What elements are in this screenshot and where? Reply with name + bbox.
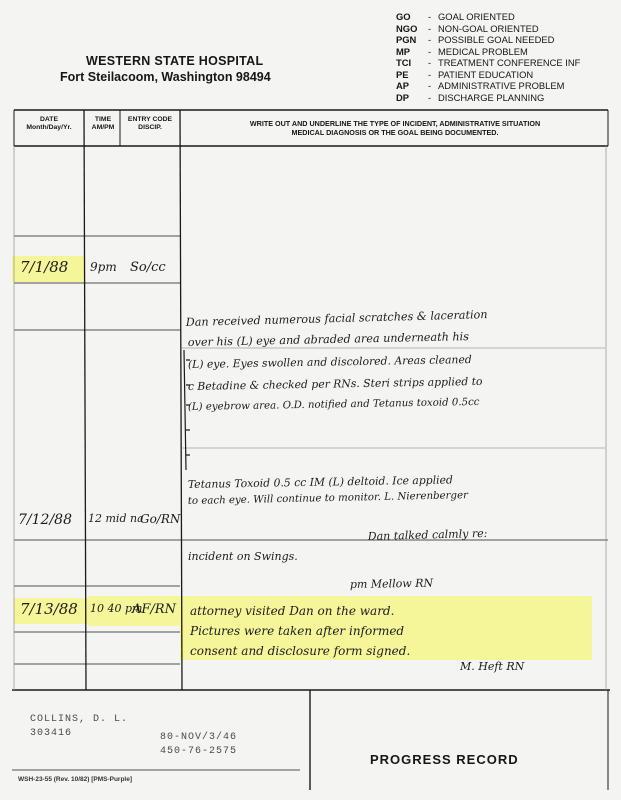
legend-item: PE - PATIENT EDUCATION	[396, 68, 534, 80]
entry-date: 7/1/88	[20, 258, 69, 276]
legend-item: GO - GOAL ORIENTED	[396, 11, 515, 22]
note-line: Dan talked calmly re:	[367, 526, 488, 543]
entry-date: 7/13/88	[20, 600, 78, 618]
note-line: (L) eye. Eyes swollen and discolored. Areas cleaned	[187, 353, 472, 371]
entry-code: Go/RN	[140, 512, 181, 526]
legend-item: DP - DISCHARGE PLANNING	[396, 91, 545, 103]
entry-code: AF/RN	[132, 602, 176, 617]
patient-number-stamp: 303416	[30, 728, 73, 739]
note-line: (L) eyebrow area. O.D. notified and Tetanus toxoid 0.5cc	[187, 396, 480, 413]
legend-item: TCI - TREATMENT CONFERENCE INF	[396, 57, 581, 68]
note-line: c Betadine & checked per RNs. Steri strips applied to	[187, 374, 483, 393]
legend-item: AP - ADMINISTRATIVE PROBLEM	[396, 80, 565, 91]
note-line: over his (L) eye and abraded area underneath his	[187, 330, 470, 349]
nurse-signature: pm Mellow RN	[349, 576, 434, 591]
patient-ssn-stamp: 450-76-2575	[160, 746, 238, 757]
note-line: consent and disclosure form signed.	[190, 644, 411, 658]
entry-time: 12 mid na	[88, 512, 144, 525]
entry-time: 9pm	[90, 260, 117, 274]
entry-code: So/cc	[130, 260, 166, 275]
nurse-signature: M. Heft RN	[460, 660, 525, 673]
entry-code-legend	[396, 11, 580, 103]
form-title: PROGRESS RECORD	[370, 752, 519, 767]
column-header-date: DATE Month/Day/Yr.	[26, 116, 72, 131]
note-line: incident on Swings.	[188, 550, 298, 563]
form-number: WSH-23-55 (Rev. 10/82) [PMS-Purple]	[18, 776, 133, 783]
column-header-entry-code: ENTRY CODE DISCIP.	[127, 116, 173, 131]
note-line: Tetanus Toxoid 0.5 cc IM (L) deltoid. Ice applied	[187, 473, 453, 491]
column-header-instructions: WRITE OUT AND UNDERLINE THE TYPE OF INCIDENT, ADMINISTRATIVE SITUATION MEDICAL DIAGNOSIS OR THE GOAL BEING DOCUMENTED.	[249, 119, 541, 137]
hospital-name: WESTERN STATE HOSPITAL	[86, 54, 264, 68]
legend-item: NGO - NON-GOAL ORIENTED	[396, 22, 539, 34]
note-line: Pictures were taken after informed	[190, 624, 405, 638]
legend-item: PGN - POSSIBLE GOAL NEEDED	[396, 34, 555, 45]
patient-name-stamp: COLLINS, D. L.	[30, 714, 129, 725]
entry-date: 7/12/88	[18, 512, 72, 528]
note-line: attorney visited Dan on the ward.	[190, 604, 395, 618]
patient-date-stamp: 80-NOV/3/46	[160, 732, 238, 743]
note-line: to each eye. Will continue to monitor. L. Nierenberger	[187, 490, 469, 507]
column-header-time: TIME AM/PM	[91, 116, 115, 131]
hospital-address: Fort Steilacoom, Washington 98494	[60, 70, 271, 84]
legend-item: MP - MEDICAL PROBLEM	[396, 45, 528, 57]
entry-time: 10 40 pm	[90, 602, 143, 615]
note-line: Dan received numerous facial scratches & laceration	[185, 308, 488, 329]
